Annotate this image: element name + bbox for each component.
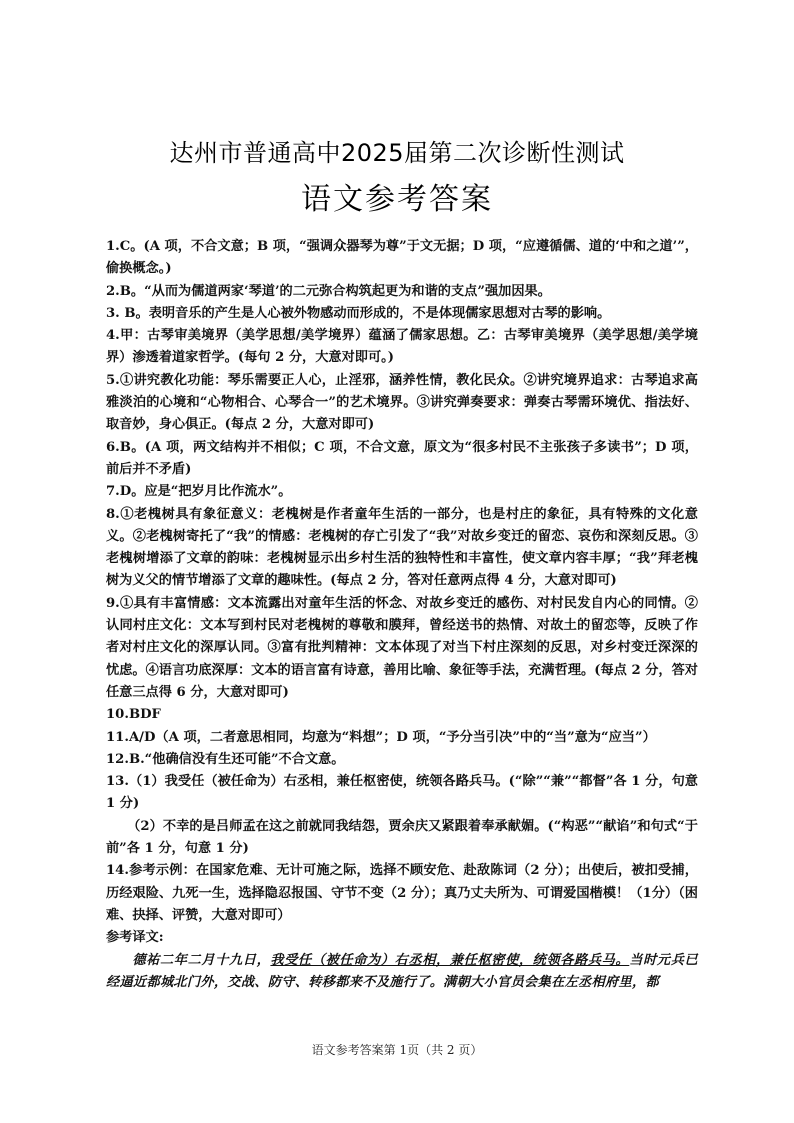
- translation-after: 当时元兵已经逼近都城北门外，交战、防守、转移都来不及施行了。满朝大小官员会集在左丞相府里，都: [106, 952, 698, 990]
- answer-12: 12.B.“他确信没有生还可能”不合文意。: [106, 751, 345, 767]
- answer-5: 5.①讲究教化功能：琴乐需要正人心，止淫邪，涵养性情，教化民众。②讲究境界追求：古琴追求高雅淡泊的心境和“心物相合、心琴合一”的艺术境界。③讲究弹奏要求：弹奏古琴需环境优、指法好、取音妙，身心俱正。(每点 2 分，大意对即可): [106, 372, 698, 433]
- answer-10: 10.BDF: [106, 707, 161, 723]
- answer-3: 3. B。表明音乐的产生是人心被外物感动而形成的，不是体现儒家思想对古琴的影响。: [106, 305, 611, 321]
- exam-title: 达州市普通高中2025届第二次诊断性测试: [169, 139, 625, 167]
- translation-before: 德祐二年二月十九日，: [132, 952, 271, 968]
- translation-label: 参考译文:: [106, 930, 164, 946]
- answer-6: 6.B。(A 项，两文结构并不相似；C 项，不合文意，原文为“很多村民不主张孩子多读书”；D 项，前后并不矛盾): [106, 439, 698, 477]
- answer-13-2: （2）不幸的是吕师孟在这之前就同我结怨，贾余庆又紧跟着奉承献媚。(“构恶”“献谄”和句式“于前”各 1 分，句意 1 分): [106, 818, 698, 857]
- answer-13-1: 13.（1）我受任（被任命为）右丞相，兼任枢密使，统领各路兵马。(“除”“兼”“都督”各 1 分，句意 1 分): [106, 774, 698, 812]
- answer-2: 2.B。“从而为儒道两家‘琴道’的二元弥合构筑起更为和谐的支点”强加因果。: [106, 283, 551, 299]
- answer-11: 11.A/D（A 项，二者意思相同，均意为“料想”；D 项，“予分当引决”中的“当”意为“应当”）: [106, 729, 656, 745]
- answer-8: 8.①老槐树具有象征意义：老槐树是作者童年生活的一部分，也是村庄的象征，具有特殊的文化意义。②老槐树寄托了“我”的情感：老槐树的存亡引发了“我”对故乡变迁的留恋、哀伤和深刻反思。③老槐树增添了文章的韵味：老槐树显示出乡村生活的独特性和丰富性，使文章内容丰厚；“我”拜老槐树为义父的情节增添了文章的趣味性。(每点 2 分，答对任意两点得 4 分，大意对即可): [106, 506, 698, 589]
- answer-content: [106, 236, 698, 994]
- answer-9: 9.①具有丰富情感：文本流露出对童年生活的怀念、对故乡变迁的感伤、对村民发自内心的同情。②认同村庄文化：文本写到村民对老槐树的尊敬和膜拜，曾经送书的热情、对故土的留恋等，反映了作者对村庄文化的深厚认同。③富有批判精神：文本体现了对当下村庄深刻的反思，对乡村变迁深深的忧虑。④语言功底深厚：文本的语言富有诗意，善用比喻、象征等手法，充满哲理。(每点 2 分，答对任意三点得 6 分，大意对即可): [106, 595, 698, 700]
- translation-underlined: 我受任（被任命为）右丞相，兼任枢密使，统领各路兵马。: [270, 952, 630, 968]
- answer-7: 7.D。应是“把岁月比作流水”。: [106, 484, 292, 500]
- answer-1: 1.C。(A 项，不合文意；B 项，“强调众器琴为尊”于文无据；D 项，“应遵循儒、道的‘中和之道’”，偷换概念。): [106, 239, 698, 277]
- answer-4: 4.甲：古琴审美境界（美学思想/美学境界）蕴涵了儒家思想。乙：古琴审美境界（美学思想/美学境界）渗透着道家哲学。(每句 2 分，大意对即可。): [106, 328, 698, 366]
- page-footer: 语文参考答案第 1页（共 2 页）: [311, 1043, 483, 1057]
- translation-text: [106, 950, 698, 995]
- answer-14: 14.参考示例：在国家危难、无计可施之际，选择不顾安危、赴敌陈词（2 分）；出使后，被扣受捕，历经艰险、九死一生，选择隐忍报国、守节不变（2 分）；真乃丈夫所为、可谓爱国楷模！（1分）（困难、抉择、评赞，大意对即可）: [106, 863, 698, 923]
- answer-key-title: 语文参考答案: [301, 182, 493, 217]
